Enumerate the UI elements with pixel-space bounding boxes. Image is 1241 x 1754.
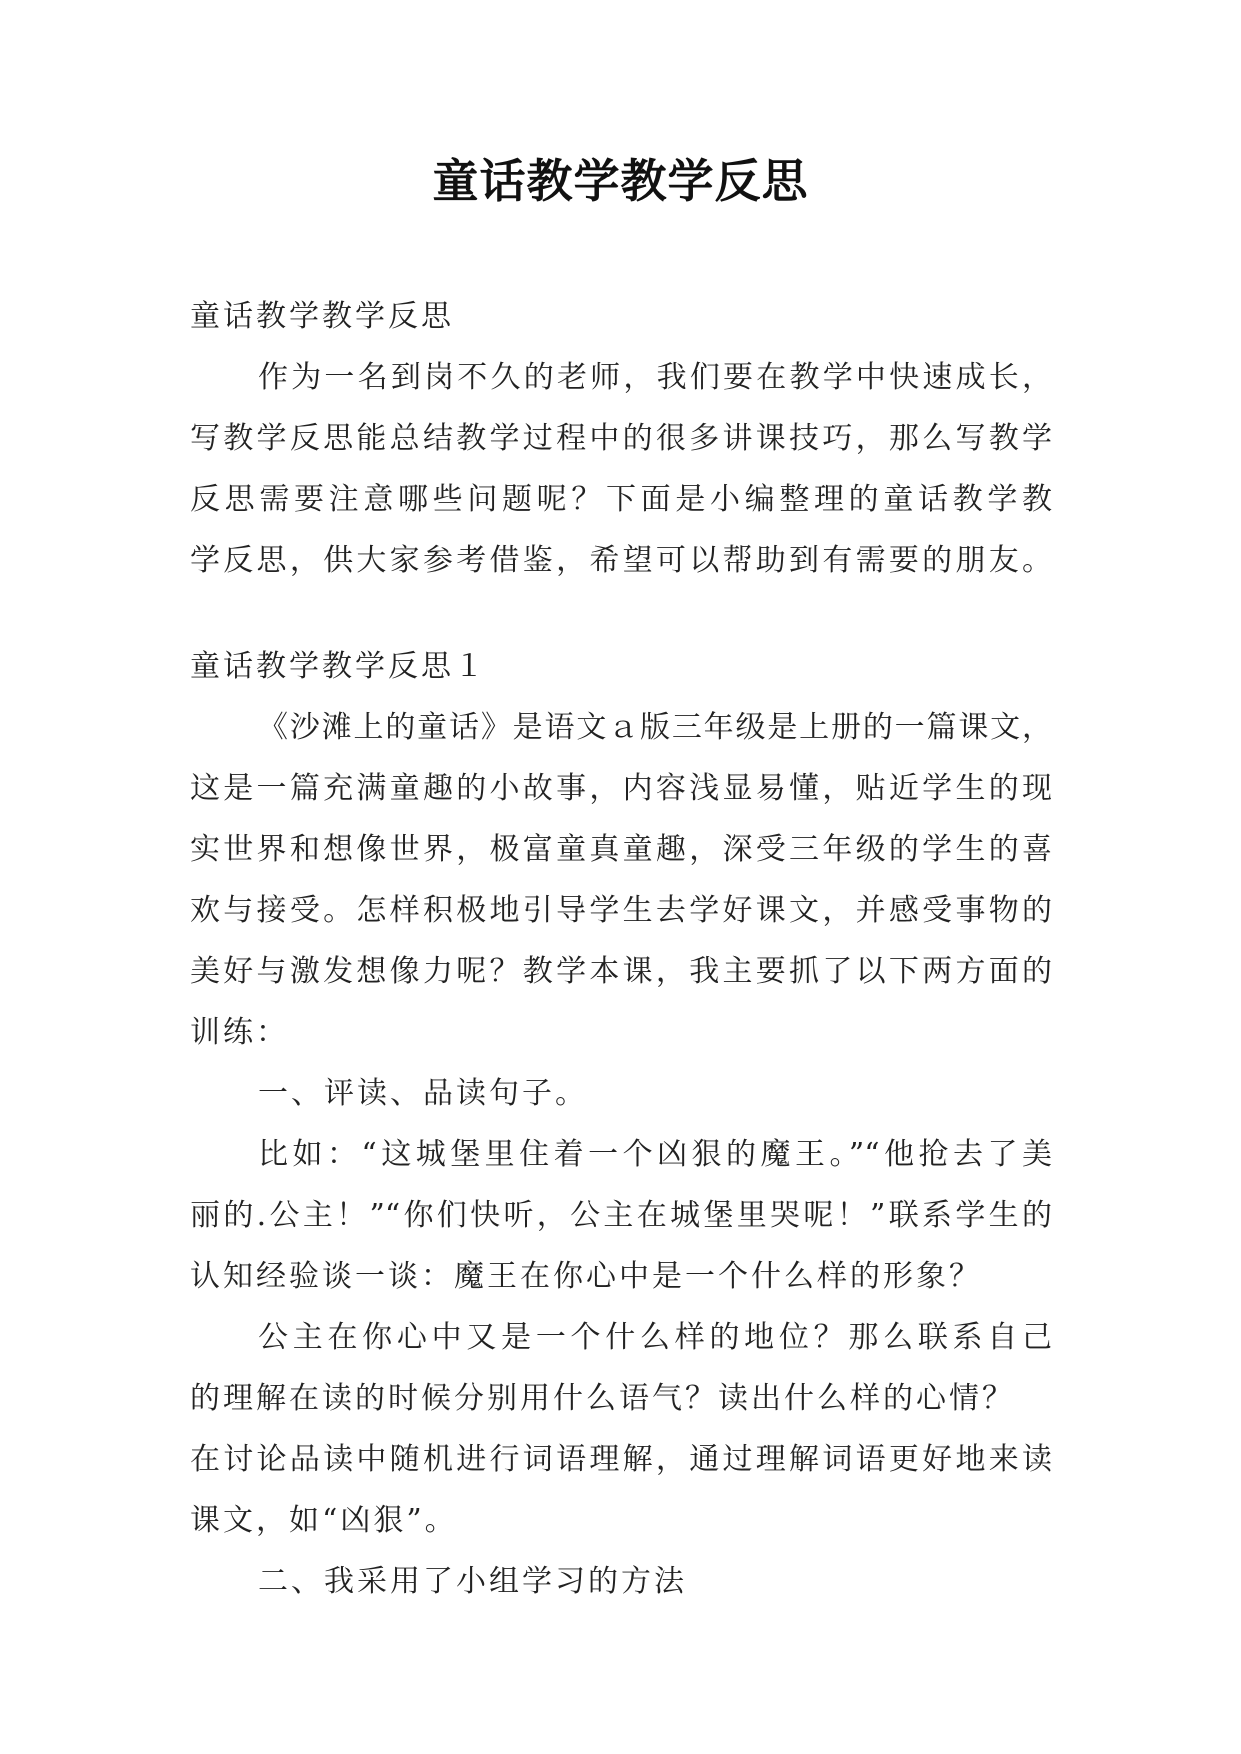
section-1-heading: 童话教学教学反思１: [190, 649, 487, 684]
discussion-paragraph-line-2: 的理解在读的时候分别用什么语气？读出什么样的心情？: [190, 1381, 1015, 1416]
intro-paragraph-line-2: 写教学反思能总结教学过程中的很多讲课技巧，那么写教学: [190, 421, 1052, 456]
section-1-paragraph-line-1: 《沙滩上的童话》是语文ａ版三年级是上册的一篇课文，: [258, 710, 1052, 745]
section-gap: [190, 591, 1052, 636]
intro-paragraph-line-1: 作为一名到岗不久的老师，我们要在教学中快速成长，: [258, 360, 1052, 395]
discussion-paragraph-line-3: 在讨论品读中随机进行词语理解，通过理解词语更好地来读: [190, 1442, 1052, 1477]
document-title: 童话教学教学反思: [432, 154, 809, 208]
example-paragraph-line-2: 丽的.公主！”“你们快听，公主在城堡里哭呢！”联系学生的: [190, 1198, 1052, 1233]
section-1-paragraph-line-5: 美好与激发想像力呢？教学本课，我主要抓了以下两方面的: [190, 954, 1052, 989]
intro-paragraph-line-3: 反思需要注意哪些问题呢？下面是小编整理的童话教学教: [190, 482, 1052, 517]
document-body: [190, 286, 1052, 1612]
discussion-paragraph-line-4: 课文，如“凶狠”。: [190, 1503, 458, 1538]
section-1-paragraph-line-6: 训练：: [190, 1015, 289, 1050]
section-1-paragraph-line-2: 这是一篇充满童趣的小故事，内容浅显易懂，贴近学生的现: [190, 771, 1052, 806]
section-1-paragraph-line-4: 欢与接受。怎样积极地引导学生去学好课文，并感受事物的: [190, 893, 1052, 928]
section-1-paragraph-line-3: 实世界和想像世界，极富童真童趣，深受三年级的学生的喜: [190, 832, 1052, 867]
intro-heading: 童话教学教学反思: [190, 299, 454, 334]
example-paragraph-line-1: 比如：“这城堡里住着一个凶狠的魔王。”“他抢去了美: [258, 1137, 1052, 1172]
subheading-1: 一、评读、品读句子。: [258, 1076, 588, 1111]
intro-paragraph-line-4: 学反思，供大家参考借鉴，希望可以帮助到有需要的朋友。: [190, 543, 1052, 578]
example-paragraph-line-3: 认知经验谈一谈：魔王在你心中是一个什么样的形象？: [190, 1259, 982, 1294]
subheading-2: 二、我采用了小组学习的方法: [258, 1564, 687, 1599]
discussion-paragraph-line-1: 公主在你心中又是一个什么样的地位？那么联系自己: [258, 1320, 1052, 1355]
